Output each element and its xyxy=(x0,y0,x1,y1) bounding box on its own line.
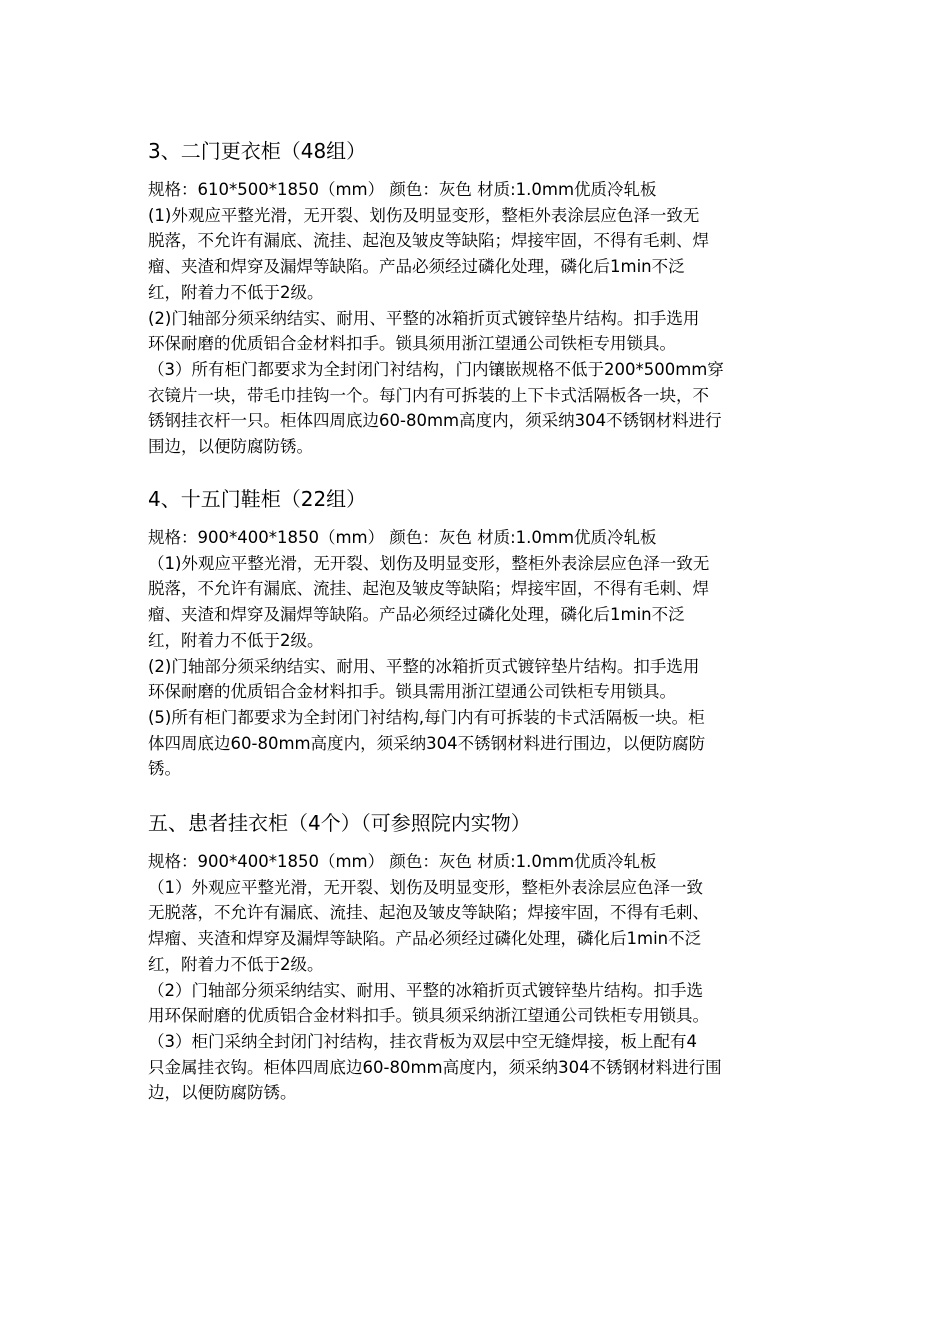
paragraph-line: 焊瘤、夹渣和焊穿及漏焊等缺陷。产品必须经过磷化处理，磷化后1min不泛 xyxy=(148,929,702,949)
spec-line: 规格：900*400*1850（mm） 颜色：灰色 材质:1.0mm优质冷轧板 xyxy=(148,852,657,871)
paragraph-line: 红，附着力不低于2级。 xyxy=(148,630,324,650)
paragraph-line: 锈钢挂衣杆一只。柜体四周底边60-80mm高度内，须采纳304不锈钢材料进行 xyxy=(148,411,722,431)
paragraph-line: 用环保耐磨的优质铝合金材料扣手。锁具须采纳浙江望通公司铁柜专用锁具。 xyxy=(148,1006,709,1026)
paragraph-line: 围边，以便防腐防锈。 xyxy=(148,437,313,457)
paragraph-line: 瘤、夹渣和焊穿及漏焊等缺陷。产品必须经过磷化处理，磷化后1min不泛 xyxy=(148,257,685,277)
paragraph-line: 瘤、夹渣和焊穿及漏焊等缺陷。产品必须经过磷化处理，磷化后1min不泛 xyxy=(148,605,685,625)
paragraph-line: 红，附着力不低于2级。 xyxy=(148,954,324,974)
section-heading: 4、十五门鞋柜（22组） xyxy=(148,487,367,511)
paragraph-line: 环保耐磨的优质铝合金材料扣手。锁具须用浙江望通公司铁柜专用锁具。 xyxy=(148,334,676,354)
paragraph-line: (5)所有柜门都要求为全封闭门衬结构,每门内有可拆装的卡式活隔板一块。柜 xyxy=(148,707,705,727)
paragraph-line: 锈。 xyxy=(148,759,181,779)
paragraph-line: 只金属挂衣钩。柜体四周底边60-80mm高度内，须采纳304不锈钢材料进行围 xyxy=(148,1057,722,1077)
paragraph-line: 边，以便防腐防锈。 xyxy=(148,1083,297,1103)
paragraph-line: (2)门轴部分须采纳结实、耐用、平整的冰箱折页式镀锌垫片结构。扣手选用 xyxy=(148,656,700,676)
paragraph-line: （1)外观应平整光滑，无开裂、划伤及明显变形，整柜外表涂层应色泽一致无 xyxy=(148,553,710,573)
paragraph-line: 脱落，不允许有漏底、流挂、起泡及皱皮等缺陷；焊接牢固，不得有毛刺、焊 xyxy=(148,231,709,251)
paragraph-line: 环保耐磨的优质铝合金材料扣手。锁具需用浙江望通公司铁柜专用锁具。 xyxy=(148,682,676,702)
section-patient-wardrobe xyxy=(148,809,808,1106)
paragraph-line: (1)外观应平整光滑，无开裂、划伤及明显变形，整柜外表涂层应色泽一致无 xyxy=(148,205,700,225)
paragraph-line: 红，附着力不低于2级。 xyxy=(148,282,324,302)
section-fifteen-door-shoe-cabinet xyxy=(148,485,808,782)
spec-line: 规格：610*500*1850（mm） 颜色：灰色 材质:1.0mm优质冷轧板 xyxy=(148,180,657,199)
paragraph-line: 衣镜片一块，带毛巾挂钩一个。每门内有可拆装的上下卡式活隔板各一块，不 xyxy=(148,385,709,405)
spec-line: 规格：900*400*1850（mm） 颜色：灰色 材质:1.0mm优质冷轧板 xyxy=(148,528,657,547)
paragraph-line: （1）外观应平整光滑，无开裂、划伤及明显变形，整柜外表涂层应色泽一致 xyxy=(148,877,703,897)
section-two-door-wardrobe xyxy=(148,137,808,460)
section-heading: 3、二门更衣柜（48组） xyxy=(148,139,367,163)
paragraph-line: （3）柜门采纳全封闭门衬结构，挂衣背板为双层中空无缝焊接，板上配有4 xyxy=(148,1031,697,1051)
paragraph-line: （3）所有柜门都要求为全封闭门衬结构，门内镶嵌规格不低于200*500mm穿 xyxy=(148,359,724,379)
paragraph-line: (2)门轴部分须采纳结实、耐用、平整的冰箱折页式镀锌垫片结构。扣手选用 xyxy=(148,308,700,328)
section-heading: 五、患者挂衣柜（4个）（可参照院内实物） xyxy=(148,811,531,835)
paragraph-line: 体四周底边60-80mm高度内，须采纳304不锈钢材料进行围边，以便防腐防 xyxy=(148,733,706,753)
paragraph-line: 无脱落，不允许有漏底、流挂、起泡及皱皮等缺陷；焊接牢固，不得有毛刺、 xyxy=(148,903,709,923)
paragraph-line: 脱落，不允许有漏底、流挂、起泡及皱皮等缺陷；焊接牢固，不得有毛刺、焊 xyxy=(148,579,709,599)
paragraph-line: （2）门轴部分须采纳结实、耐用、平整的冰箱折页式镀锌垫片结构。扣手选 xyxy=(148,980,703,1000)
